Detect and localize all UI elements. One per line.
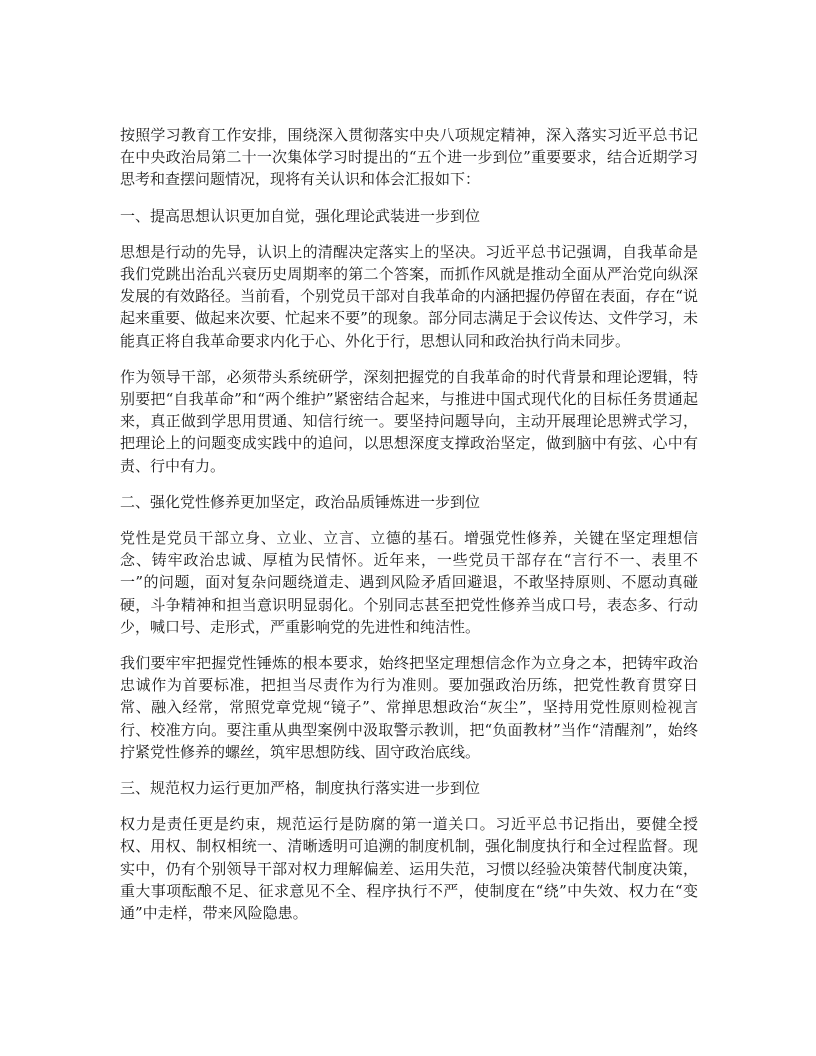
document-page — [120, 124, 698, 938]
section-2-paragraph-1: 党性是党员干部立身、立业、立言、立德的基石。增强党性修养，关键在坚定理想信念、铸牢政治忠诚、厚植为民情怀。近年来，一些党员干部存在“言行不一、表里不一”的问题，面对复杂问题绕道走、遇到风险矛盾回避退，不敢坚持原则、不愿动真碰硬，斗争精神和担当意识明显弱化。个别同志甚至把党性修养当成口号，表态多、行动少，喊口号、走形式，严重影响党的先进性和纯洁性。 — [120, 529, 698, 636]
section-3-paragraph-1: 权力是责任更是约束，规范运行是防腐的第一道关口。习近平总书记指出，要健全授权、用权、制权相统一、清晰透明可追溯的制度机制，强化制度执行和全过程监督。现实中，仍有个别领导干部对权力理解偏差、运用失范，习惯以经验决策替代制度决策，重大事项酝酿不足、征求意见不全、程序执行不严，使制度在“绕”中失效、权力在“变通”中走样，带来风险隐患。 — [120, 815, 698, 923]
section-heading-1: 一、提高思想认识更加自觉，强化理论武装进一步到位 — [120, 206, 481, 225]
intro-paragraph: 按照学习教育工作安排，围绕深入贯彻落实中央八项规定精神，深入落实习近平总书记在中央政治局第二十一次集体学习时提出的“五个进一步到位”重要要求，结合近期学习思考和查摆问题情况，现将有关认识和体会汇报如下： — [120, 126, 698, 189]
section-heading-2: 二、强化党性修养更加坚定，政治品质锤炼进一步到位 — [120, 492, 481, 511]
section-1-paragraph-1: 思想是行动的先导，认识上的清醒决定落实上的坚决。习近平总书记强调，自我革命是我们党跳出治乱兴衰历史周期率的第二个答案，而抓作风就是推动全面从严治党向纵深发展的有效路径。当前看，个别党员干部对自我革命的内涵把握仍停留在表面，存在“说起来重要、做起来次要、忙起来不要”的现象。部分同志满足于会议传达、文件学习，未能真正将自我革命要求内化于心、外化于行，思想认同和政治执行尚未同步。 — [120, 242, 698, 350]
section-2-paragraph-2: 我们要牢牢把握党性锤炼的根本要求，始终把坚定理想信念作为立身之本，把铸牢政治忠诚作为首要标准，把担当尽责作为行为准则。要加强政治历练，把党性教育贯穿日常、融入经常，常照党章党规“镜子”、常掸思想政治“灰尘”，坚持用党性原则检视言行、校准方向。要注重从典型案例中汲取警示教训，把“负面教材”当作“清醒剂”，始终拧紧党性修养的螺丝，筑牢思想防线、固守政治底线。 — [120, 654, 698, 761]
section-heading-3: 三、规范权力运行更加严格，制度执行落实进一步到位 — [120, 779, 481, 798]
section-1-paragraph-2: 作为领导干部，必须带头系统研学，深刻把握党的自我革命的时代背景和理论逻辑，特别要把“自我革命”和“两个维护”紧密结合起来，与推进中国式现代化的目标任务贯通起来，真正做到学思用贯通、知信行统一。要坚持问题导向，主动开展理论思辨式学习，把理论上的问题变成实践中的追问，以思想深度支撑政治坚定，做到脑中有弦、心中有责、行中有力。 — [120, 367, 698, 475]
